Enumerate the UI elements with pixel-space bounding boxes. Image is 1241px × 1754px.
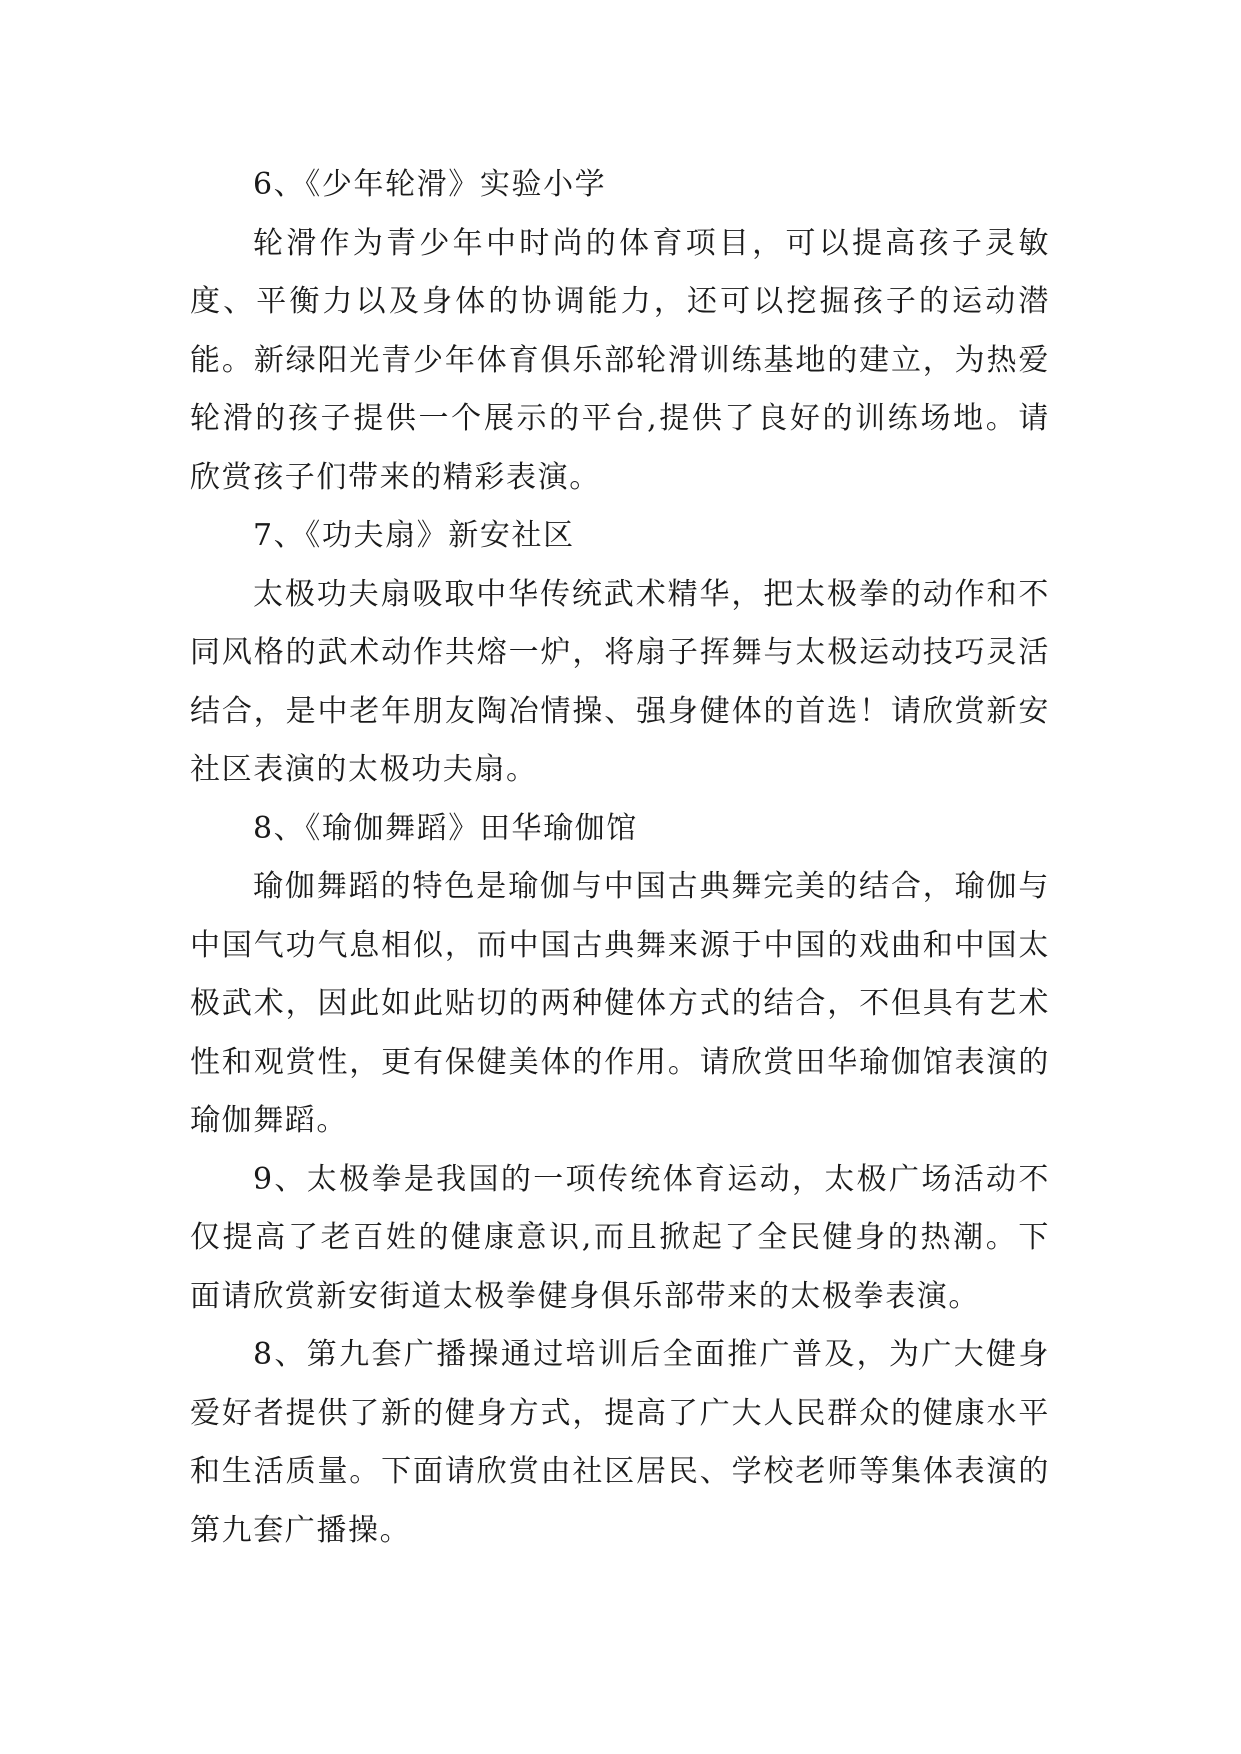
section-body-yoga-dance: 瑜伽舞蹈的特色是瑜伽与中国古典舞完美的结合，瑜伽与中国气功气息相似，而中国古典舞来源于中国的戏曲和中国太极武术，因此如此贴切的两种健体方式的结合，不但具有艺术性和观赏性，更有保健美体的作用。请欣赏田华瑜伽馆表演的瑜伽舞蹈。	[190, 869, 1050, 1138]
document-body	[190, 156, 1050, 1560]
section-body-kungfu-fan: 太极功夫扇吸取中华传统武术精华，把太极拳的动作和不同风格的武术动作共熔一炉，将扇子挥舞与太极运动技巧灵活结合，是中老年朋友陶冶情操、强身健体的首选！请欣赏新安社区表演的太极功夫扇。	[190, 576, 1050, 787]
section-heading-yoga-dance: 8、《瑜伽舞蹈》田华瑜伽馆	[253, 810, 638, 846]
section-heading-kungfu-fan: 7、《功夫扇》新安社区	[253, 518, 575, 553]
paragraph-broadcast-gymnastics: 8、第九套广播操通过培训后全面推广普及，为广大健身爱好者提供了新的健身方式，提高了广大人民群众的健康水平和生活质量。下面请欣赏由社区居民、学校老师等集体表演的第九套广播操。	[190, 1337, 1050, 1548]
paragraph-taiji: 9、太极拳是我国的一项传统体育运动，太极广场活动不仅提高了老百姓的健康意识,而且掀起了全民健身的热潮。下面请欣赏新安街道太极拳健身俱乐部带来的太极拳表演。	[190, 1161, 1050, 1314]
section-heading-roller-skating: 6、《少年轮滑》实验小学	[253, 167, 607, 202]
section-body-roller-skating: 轮滑作为青少年中时尚的体育项目，可以提高孩子灵敏度、平衡力以及身体的协调能力，还可以挖掘孩子的运动潜能。新绿阳光青少年体育俱乐部轮滑训练基地的建立，为热爱轮滑的孩子提供一个展示的平台,提供了良好的训练场地。请欣赏孩子们带来的精彩表演。	[190, 225, 1050, 495]
